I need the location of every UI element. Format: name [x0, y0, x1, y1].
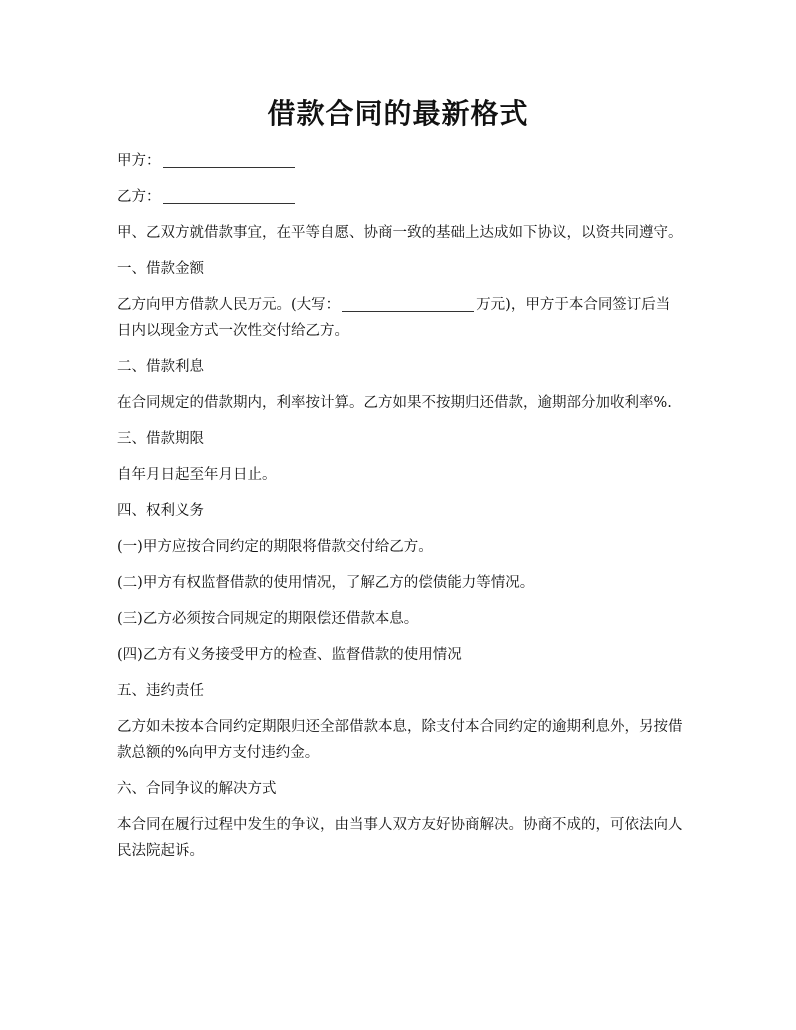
document-title: 借款合同的最新格式: [267, 97, 529, 130]
party-a-blank: [163, 151, 295, 168]
section-1-heading: 一、借款金额: [117, 261, 204, 277]
section-6-heading: 六、合同争议的解决方式: [117, 781, 277, 797]
section-6-text: 本合同在履行过程中发生的争议，由当事人双方友好协商解决。协商不成的，可依法向人民法院起诉。: [117, 817, 683, 859]
section-5-heading: 五、违约责任: [117, 683, 204, 699]
amount-in-words-blank: [342, 295, 474, 312]
section-4-item-1: (一)甲方应按合同约定的期限将借款交付给乙方。: [117, 539, 433, 555]
section-1-text-part2: 万元)，甲方于本合同签订后当日内以现金方式一次性交付给乙方。: [117, 297, 671, 339]
party-b-blank: [163, 187, 295, 204]
section-5-text: 乙方如未按本合同约定期限归还全部借款本息，除支付本合同约定的逾期利息外，另按借款总额的%向甲方支付违约金。: [117, 719, 683, 761]
party-a-label: 甲方：: [117, 153, 161, 169]
section-4-item-4: (四)乙方有义务接受甲方的检查、监督借款的使用情况: [117, 647, 462, 663]
intro-paragraph: 甲、乙双方就借款事宜，在平等自愿、协商一致的基础上达成如下协议，以资共同遵守。: [117, 225, 683, 241]
party-b-line: [117, 184, 683, 210]
party-b-label: 乙方：: [117, 189, 161, 205]
section-4-item-2: (二)甲方有权监督借款的使用情况，了解乙方的偿债能力等情况。: [117, 575, 535, 591]
section-2-text: 在合同规定的借款期内，利率按计算。乙方如果不按期归还借款，逾期部分加收利率%.: [117, 395, 672, 411]
section-1-text-part1: 乙方向甲方借款人民万元。(大写：: [117, 297, 341, 313]
document-body: [117, 148, 683, 874]
party-a-line: [117, 148, 683, 174]
section-3-text: 自年月日起至年月日止。: [117, 467, 277, 483]
section-2-heading: 二、借款利息: [117, 359, 204, 375]
section-4-item-3: (三)乙方必须按合同规定的期限偿还借款本息。: [117, 611, 419, 627]
section-4-heading: 四、权利义务: [117, 503, 204, 519]
section-3-heading: 三、借款期限: [117, 431, 204, 447]
section-1-text: [117, 292, 683, 344]
